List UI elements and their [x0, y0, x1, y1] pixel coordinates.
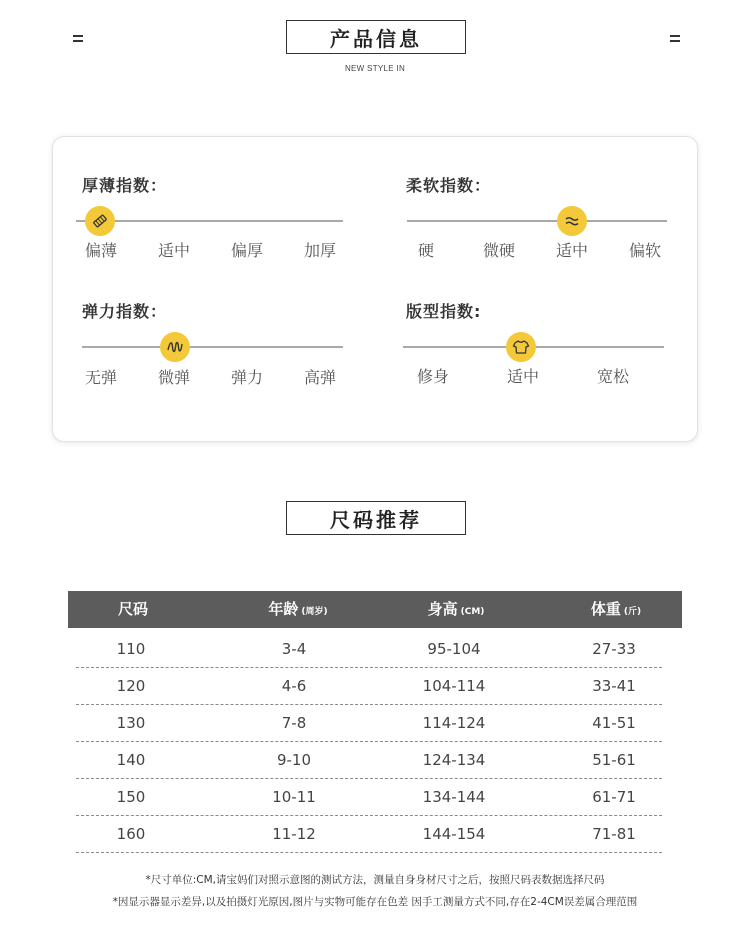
elasticity-track [82, 346, 343, 348]
thickness-label-thin: 偏薄 [84, 241, 117, 260]
header-age: 年龄 (周岁) [268, 600, 328, 618]
elasticity-label-none: 无弹 [84, 368, 117, 387]
softness-track [407, 220, 667, 222]
cell-height: 134-144 [422, 788, 486, 806]
softness-index-title: 柔软指数： [406, 176, 492, 195]
header-weight: 体重 (斤) [590, 600, 642, 618]
size-note-color: *因显示器显示差异,以及拍摄灯光原因,图片与实物可能存在色差 因手工测量方式不同,存在2-4CM误差属合理范围 [112, 896, 638, 908]
cell-weight: 61-71 [592, 788, 636, 806]
new-style-subtitle: NEW STYLE IN [344, 64, 406, 73]
cell-weight: 71-81 [592, 825, 636, 843]
header-height: 身高 (CM) [427, 600, 485, 618]
cell-age: 3-4 [281, 640, 307, 658]
thickness-label-extra-thick: 加厚 [303, 241, 336, 260]
thickness-track [76, 220, 343, 222]
decor-lines-left [73, 33, 83, 43]
cell-age: 11-12 [272, 825, 316, 843]
fit-label-slim: 修身 [416, 367, 449, 386]
cell-age: 9-10 [276, 751, 312, 769]
decor-lines-right [670, 33, 680, 43]
cell-age: 4-6 [281, 677, 307, 695]
header-size: 尺码 [117, 600, 148, 618]
table-row [76, 705, 662, 742]
elasticity-label-elastic: 弹力 [230, 368, 263, 387]
tshirt-fit-icon [512, 338, 530, 356]
table-row [76, 742, 662, 779]
table-row [76, 631, 662, 668]
cell-weight: 33-41 [592, 677, 636, 695]
fit-index-title: 版型指数: [406, 302, 482, 321]
product-index-card [52, 136, 698, 442]
size-note-measure: *尺寸单位:CM,请宝妈们对照示意图的测试方法，测量自身身材尺寸之后，按照尺码表数据选择尺码 [145, 874, 605, 886]
softness-wave-icon [563, 212, 581, 230]
cell-size: 150 [116, 788, 146, 806]
cell-age: 10-11 [272, 788, 316, 806]
cell-weight: 27-33 [592, 640, 636, 658]
softness-label-medium: 适中 [555, 241, 588, 260]
cell-size: 110 [116, 640, 146, 658]
size-table-header [68, 591, 682, 628]
cell-height: 144-154 [422, 825, 486, 843]
table-row [76, 816, 662, 853]
thickness-knob [85, 206, 115, 236]
elasticity-label-slight: 微弹 [157, 368, 190, 387]
product-info-title: 产品信息 [286, 20, 466, 54]
softness-label-slightly-hard: 微硬 [482, 241, 515, 260]
cell-height: 124-134 [422, 751, 486, 769]
cell-size: 120 [116, 677, 146, 695]
elasticity-spring-icon [166, 338, 184, 356]
fit-label-regular: 适中 [506, 367, 539, 386]
thickness-label-medium: 适中 [157, 241, 190, 260]
softness-label-hard: 硬 [417, 241, 434, 260]
thickness-index-title: 厚薄指数： [82, 176, 168, 195]
softness-knob [557, 206, 587, 236]
cell-size: 130 [116, 714, 146, 732]
thickness-label-thick: 偏厚 [230, 241, 263, 260]
table-row [76, 779, 662, 816]
cell-weight: 51-61 [592, 751, 636, 769]
cell-size: 160 [116, 825, 146, 843]
cell-size: 140 [116, 751, 146, 769]
size-recommend-title: 尺码推荐 [286, 501, 466, 535]
fit-label-loose: 宽松 [596, 367, 629, 386]
elasticity-label-high: 高弹 [303, 368, 336, 387]
cell-height: 114-124 [422, 714, 486, 732]
fit-knob [506, 332, 536, 362]
softness-label-soft: 偏软 [628, 241, 661, 260]
elasticity-index-title: 弹力指数： [82, 302, 168, 321]
fabric-thickness-icon [91, 212, 109, 230]
cell-weight: 41-51 [592, 714, 636, 732]
cell-age: 7-8 [281, 714, 307, 732]
cell-height: 104-114 [422, 677, 486, 695]
cell-height: 95-104 [427, 640, 481, 658]
elasticity-knob [160, 332, 190, 362]
table-row [76, 668, 662, 705]
